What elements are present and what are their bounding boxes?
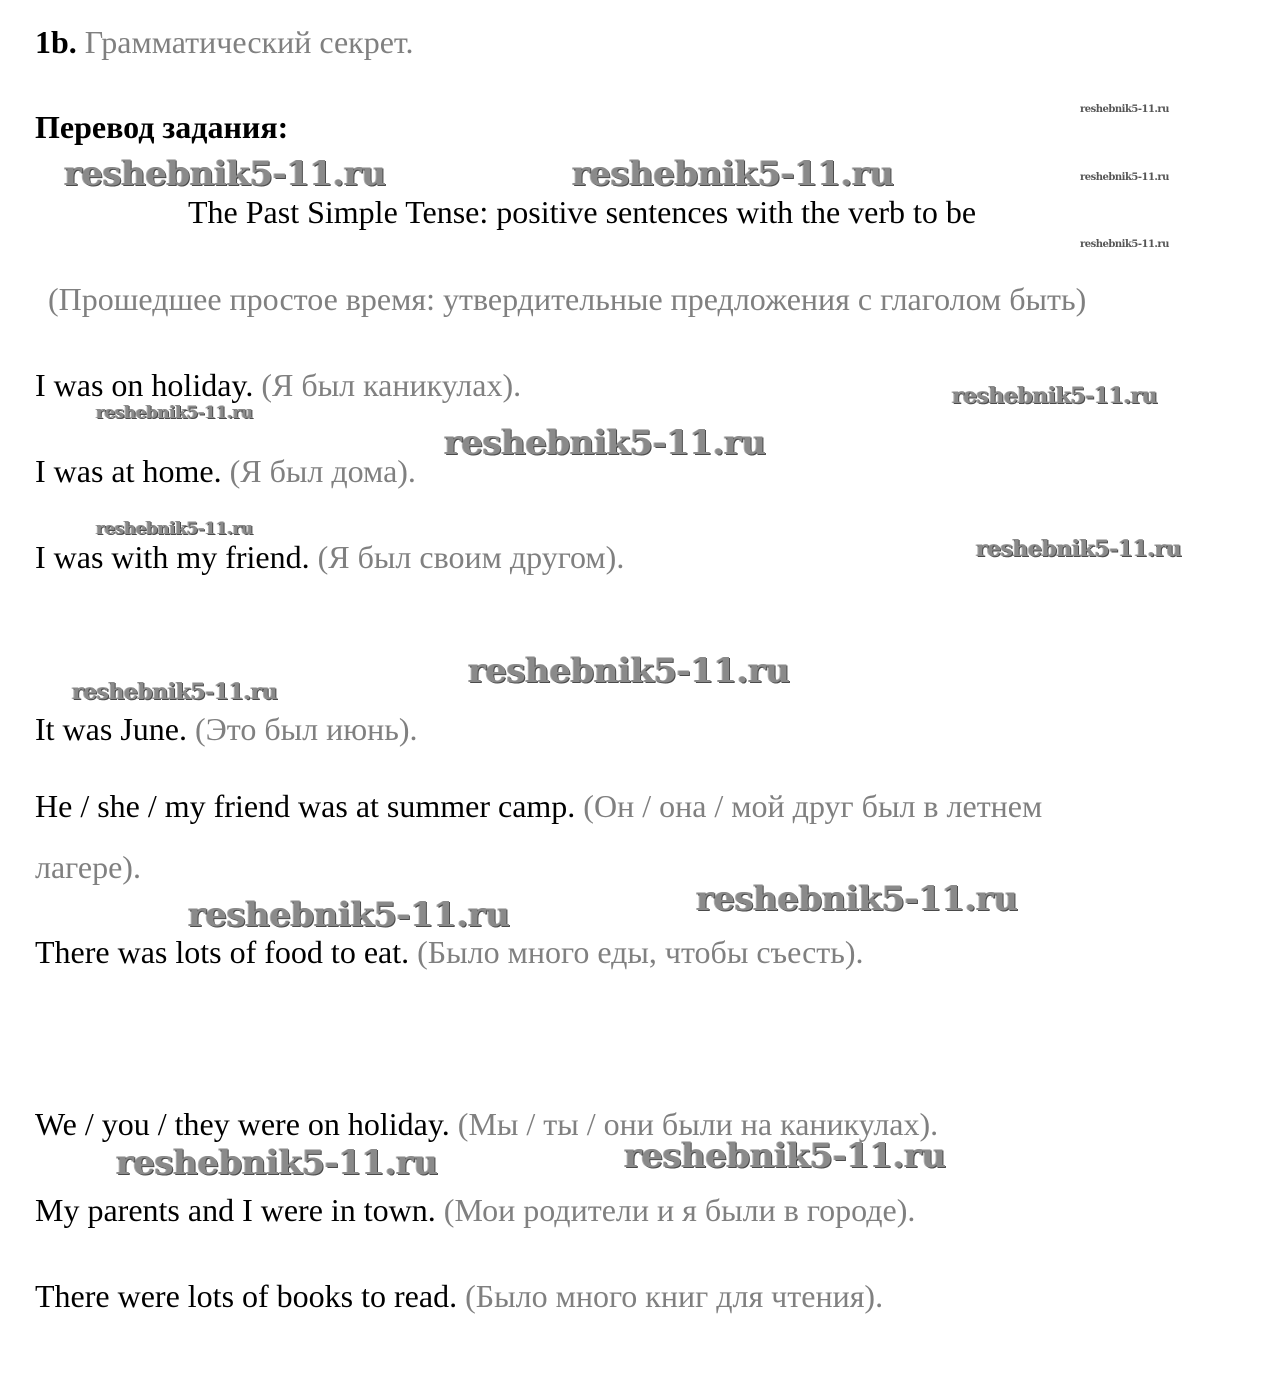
sentence-russian: (Мои родители и я были в городе). — [443, 1192, 916, 1228]
sentence-9 — [35, 1276, 883, 1316]
watermark: reshebnik5-11.ru — [1080, 104, 1169, 115]
watermark: reshebnik5-11.ru — [952, 383, 1158, 409]
watermark: reshebnik5-11.ru — [624, 1136, 946, 1176]
rule-english: The Past Simple Tense: positive sentences with the verb to be — [188, 194, 977, 230]
sentence-1 — [35, 365, 521, 405]
sentence-english: We / you / they were on holiday. — [35, 1106, 450, 1142]
sentence-russian: (Я был каникулах). — [261, 367, 522, 403]
watermark: reshebnik5-11.ru — [976, 536, 1182, 562]
sentence-4 — [35, 709, 417, 749]
sentence-russian: (Мы / ты / они были на каникулах). — [457, 1106, 939, 1142]
exercise-header — [35, 22, 413, 62]
watermark: reshebnik5-11.ru — [188, 895, 510, 935]
watermark: reshebnik5-11.ru — [1080, 172, 1169, 183]
sentence-english: I was with my friend. — [35, 539, 310, 575]
exercise-title: Грамматический секрет. — [84, 24, 414, 60]
sentence-8 — [35, 1190, 915, 1230]
sentence-russian: (Было много книг для чтения). — [465, 1278, 884, 1314]
watermark: reshebnik5-11.ru — [572, 154, 894, 194]
sentence-2 — [35, 451, 416, 491]
sentence-english: He / she / my friend was at summer camp. — [35, 788, 576, 824]
sentence-russian: (Я был дома). — [229, 453, 416, 489]
exercise-number: 1b. — [35, 24, 77, 60]
watermark: reshebnik5-11.ru — [72, 679, 278, 705]
watermark: reshebnik5-11.ru — [468, 651, 790, 691]
sentence-russian: (Было много еды, чтобы съесть). — [417, 934, 864, 970]
watermark: reshebnik5-11.ru — [96, 519, 253, 539]
rule-russian: (Прошедшее простое время: утвердительные предложения с глаголом быть) — [48, 281, 1087, 317]
watermark: reshebnik5-11.ru — [444, 423, 766, 463]
sentence-english: My parents and I were in town. — [35, 1192, 436, 1228]
sentence-russian: (Я был своим другом). — [317, 539, 625, 575]
sentence-english: There were lots of books to read. — [35, 1278, 458, 1314]
watermark: reshebnik5-11.ru — [64, 154, 386, 194]
sentence-english: There was lots of food to eat. — [35, 934, 410, 970]
sentence-english: It was June. — [35, 711, 187, 747]
watermark: reshebnik5-11.ru — [1080, 239, 1169, 250]
sentence-3 — [35, 537, 624, 577]
sentence-russian: (Он / она / мой друг был в летнем — [583, 788, 1043, 824]
watermark: reshebnik5-11.ru — [696, 879, 1018, 919]
sentence-english: I was at home. — [35, 453, 222, 489]
sentence-5-continuation: лагере). — [35, 849, 141, 885]
watermark: reshebnik5-11.ru — [116, 1143, 438, 1183]
sentence-english: I was on holiday. — [35, 367, 254, 403]
watermark: reshebnik5-11.ru — [96, 403, 253, 423]
sentence-5 — [35, 786, 1042, 826]
sentence-6 — [35, 932, 864, 972]
sentence-russian: (Это был июнь). — [194, 711, 418, 747]
translation-heading: Перевод задания: — [35, 109, 289, 145]
